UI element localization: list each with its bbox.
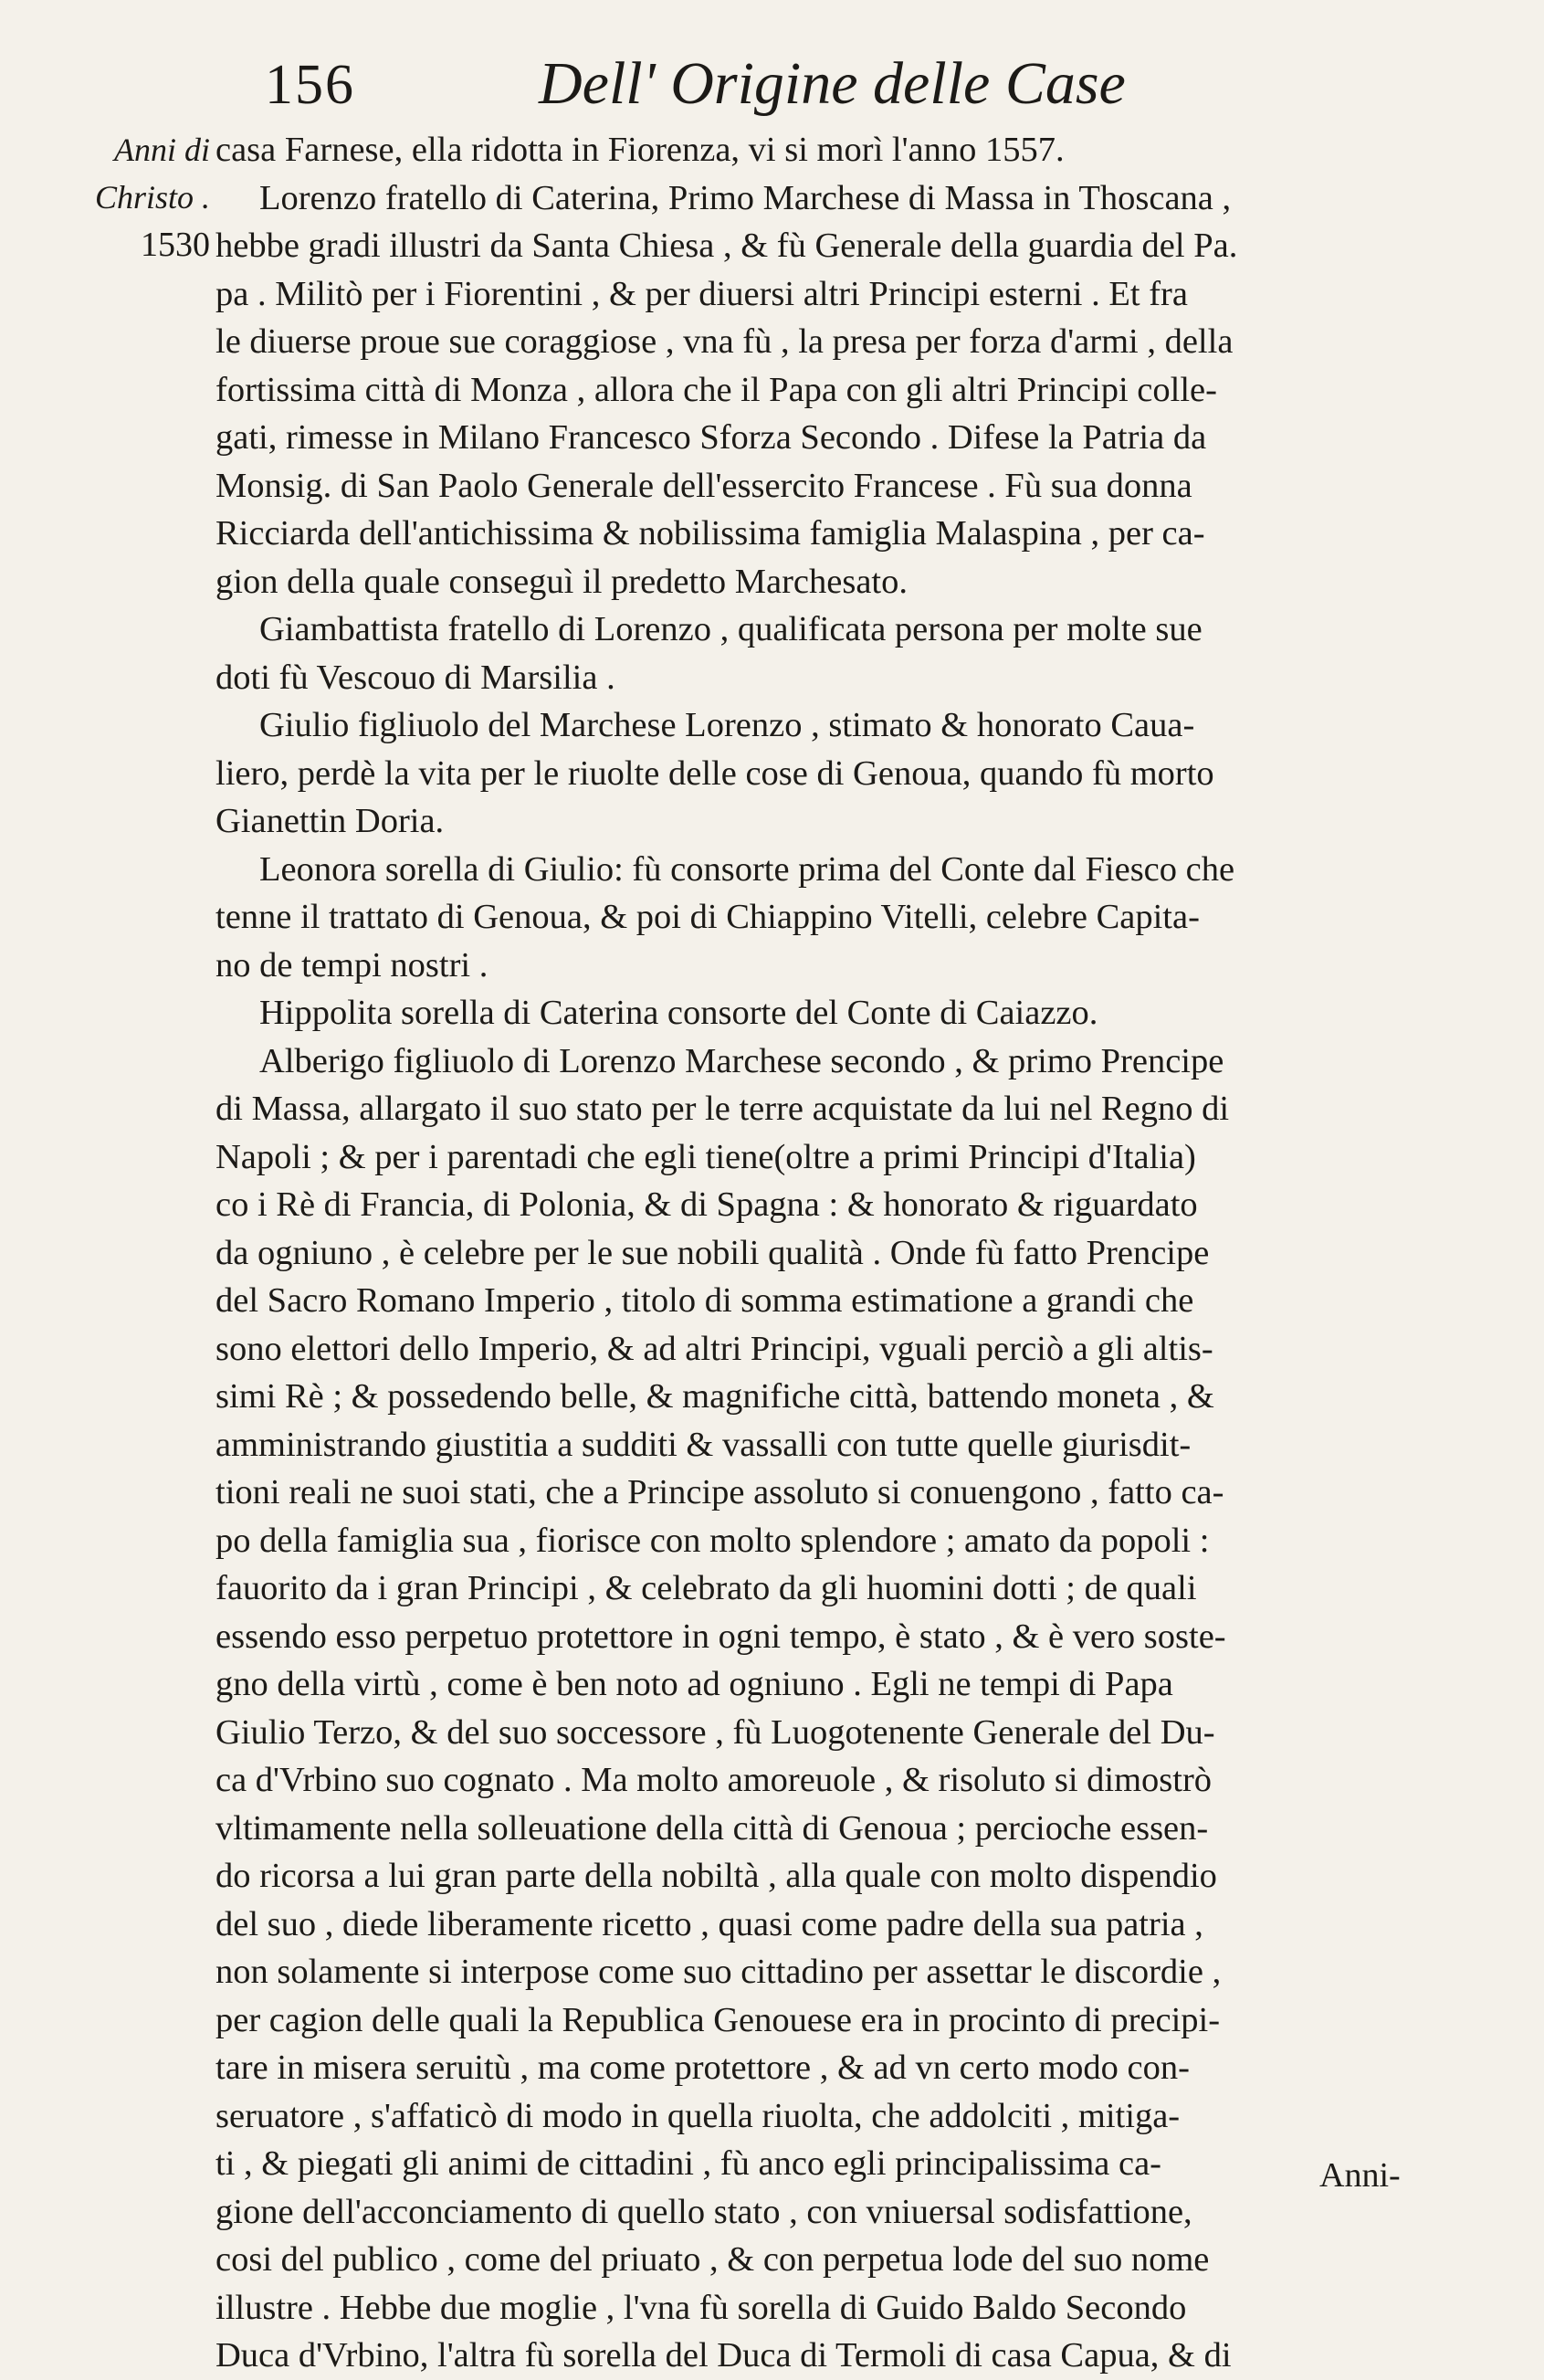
text-line: gati, rimesse in Milano Francesco Sforza Secondo . Difese la Patria da: [215, 418, 1207, 457]
text-line: per cagion delle quali la Republica Genouese era in procinto di precipi-: [215, 2000, 1221, 2039]
body-text: [215, 126, 1466, 2380]
text-line: Gianettin Doria.: [215, 802, 445, 840]
text-line: gione dell'acconciamento di quello stato , con vniuersal sodisfattione,: [215, 2192, 1192, 2231]
text-line: tenne il trattato di Genoua, & poi di Chiappino Vitelli, celebre Capita-: [215, 898, 1200, 936]
text-line: Ricciarda dell'antichissima & nobilissima famiglia Malaspina , per ca-: [215, 514, 1205, 553]
text-line: po della famiglia sua , fiorisce con molto splendore ; amato da popoli :: [215, 1521, 1210, 1560]
text-line: fortissima città di Monza , allora che il Papa con gli altri Principi colle-: [215, 370, 1217, 409]
text-line: del suo , diede liberamente ricetto , quasi come padre della sua patria ,: [215, 1904, 1203, 1943]
text-line: ti , & piegati gli animi de cittadini , fù anco egli principalissima ca-: [215, 2144, 1162, 2183]
margin-note-anni: Anni di: [114, 132, 210, 168]
catchword: Anni-: [1319, 2156, 1401, 2195]
text-line: cosi del publico , come del priuato , & con perpetua lode del suo nome: [215, 2240, 1210, 2279]
text-line: hebbe gradi illustri da Santa Chiesa , & fù Generale della guardia del Pa.: [215, 226, 1238, 265]
text-line: Duca d'Vrbino, l'altra fù sorella del Duca di Termoli di casa Capua, & di: [215, 2336, 1232, 2375]
text-line: co i Rè di Francia, di Polonia, & di Spagna : & honorato & riguardato: [215, 1185, 1198, 1224]
text-line: di Massa, allargato il suo stato per le terre acquistate da lui nel Regno di: [215, 1090, 1230, 1128]
text-line: Giulio Terzo, & del suo soccessore , fù Luogotenente Generale del Du-: [215, 1712, 1215, 1752]
page-header: [265, 44, 1178, 126]
margin-notes: [64, 126, 210, 269]
text-line: sono elettori dello Imperio, & ad altri Principi, vguali perciò a gli altis-: [215, 1329, 1213, 1368]
text-line: tare in misera seruitù , ma come protettore , & ad vn certo modo con-: [215, 2048, 1190, 2087]
text-line: liero, perdè la vita per le riuolte delle cose di Genoua, quando fù morto: [215, 753, 1214, 793]
text-line: Hippolita sorella di Caterina consorte del Conte di Caiazzo.: [259, 994, 1098, 1032]
text-line: amministrando giustitia a sudditi & vassalli con tutte quelle giurisdit-: [215, 1425, 1192, 1464]
text-line: do ricorsa a lui gran parte della nobiltà , alla quale con molto dispendio: [215, 1857, 1217, 1895]
text-line: Alberigo figliuolo di Lorenzo Marchese secondo , & primo Prencipe: [259, 1041, 1224, 1080]
text-line: fauorito da i gran Principi , & celebrato da gli huomini dotti ; de quali: [215, 1569, 1197, 1607]
text-line: Napoli ; & per i parentadi che egli tiene(oltre a primi Principi d'Italia): [215, 1137, 1196, 1176]
text-line: Monsig. di San Paolo Generale dell'essercito Francese . Fù sua donna: [215, 466, 1192, 505]
text-line: vltimamente nella solleuatione della città di Genoua ; percioche essen-: [215, 1808, 1209, 1848]
text-line: simi Rè ; & possedendo belle, & magnifiche città, battendo moneta , &: [215, 1377, 1214, 1416]
text-line: seruatore , s'affaticò di modo in quella riuolta, che addolciti , mitiga-: [215, 2096, 1181, 2135]
text-line: da ogniuno , è celebre per le sue nobili qualità . Onde fù fatto Prencipe: [215, 1233, 1210, 1272]
running-title: Dell' Origine delle Case: [539, 50, 1126, 117]
text-line: del Sacro Romano Imperio , titolo di somma estimatione a grandi che: [215, 1281, 1194, 1320]
text-line: non solamente si interpose come suo cittadino per assettar le discordie ,: [215, 1953, 1222, 1991]
text-line: essendo esso perpetuo protettore in ogni tempo, è stato , & è vero soste-: [215, 1617, 1226, 1656]
text-line: gno della virtù , come è ben noto ad ogniuno . Egli ne tempi di Papa: [215, 1665, 1173, 1703]
text-line: Lorenzo fratello di Caterina, Primo Marchese di Massa in Thoscana ,: [259, 178, 1232, 217]
margin-note-christo: Christo .: [94, 179, 210, 216]
text-line: casa Farnese, ella ridotta in Fiorenza, vi si morì l'anno 1557.: [215, 131, 1065, 169]
text-line: doti fù Vescouo di Marsilia .: [215, 658, 615, 697]
text-line: Giulio figliuolo del Marchese Lorenzo , stimato & honorato Caua-: [259, 706, 1195, 744]
text-line: illustre . Hebbe due moglie , l'vna fù sorella di Guido Baldo Secondo: [215, 2288, 1187, 2327]
text-line: Giambattista fratello di Lorenzo , qualificata persona per molte sue: [259, 610, 1203, 648]
text-line: le diuerse proue sue coraggiose , vna fù , la presa per forza d'armi , della: [215, 322, 1234, 361]
text-line: pa . Militò per i Fiorentini , & per diuersi altri Principi esterni . Et fra: [215, 274, 1188, 313]
page-number: 156: [265, 54, 355, 116]
text-line: tioni reali ne suoi stati, che a Principe assoluto si conuengono , fatto ca-: [215, 1473, 1224, 1511]
text-line: gion della quale conseguì il predetto Marchesato.: [215, 562, 908, 601]
text-line: Leonora sorella di Giulio: fù consorte prima del Conte dal Fiesco che: [259, 849, 1235, 889]
text-line: ca d'Vrbino suo cognato . Ma molto amoreuole , & risoluto si dimostrò: [215, 1761, 1213, 1799]
text-line: no de tempi nostri .: [215, 945, 488, 985]
margin-note-year: 1530: [141, 226, 210, 264]
